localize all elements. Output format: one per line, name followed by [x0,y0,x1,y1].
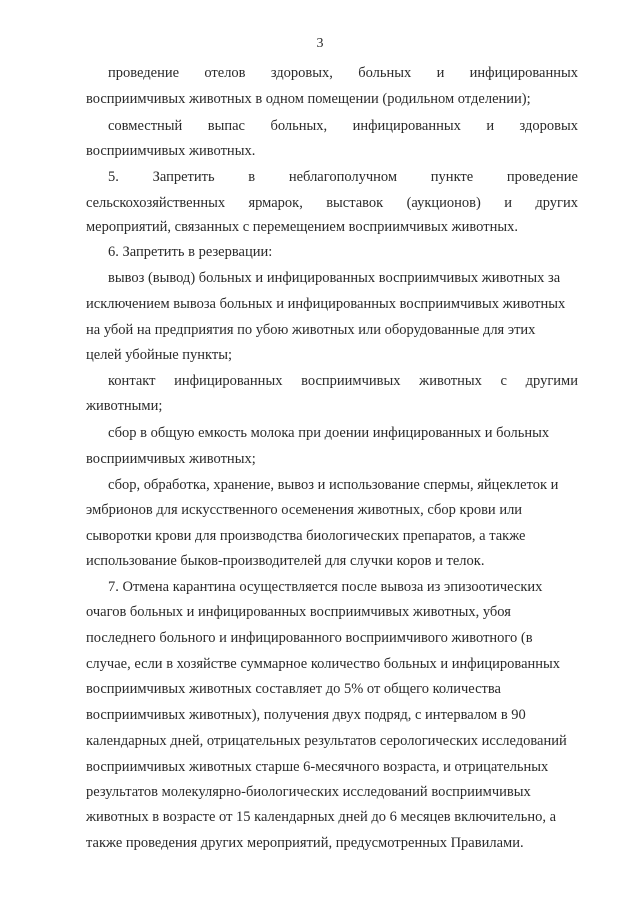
text-line [86,194,578,212]
text-run: восприимчивых животных; [86,451,256,467]
text-run: восприимчивых животных в одном помещении (родильном отделении); [86,91,531,107]
text-line [86,808,556,826]
text-run: целей убойные пункты; [86,347,232,363]
text-run: выпас [207,118,245,134]
text-run: восприимчивых животных составляет до 5% от общего количества [86,681,501,697]
text-line [108,424,549,442]
text-line [86,527,525,545]
text-run: последнего больного и инфицированного восприимчивого животного (в [86,630,533,646]
text-run: сельскохозяйственных [86,195,226,211]
text-line [86,321,535,339]
text-run: животных [419,373,482,389]
text-run: случае, если в хозяйстве суммарное количество больных и инфицированных [86,656,561,672]
text-line [86,834,524,852]
text-line [86,218,518,236]
text-run: животными; [86,398,163,414]
text-run: 7. Отмена карантина осуществляется после вывоза из эпизоотических [108,579,543,595]
text-run: в [248,169,256,185]
text-run: 6. Запретить в резервации: [108,244,273,260]
text-line [86,680,501,698]
text-run: других [535,195,578,211]
text-run: календарных дней, отрицательных результатов серологических исследований [86,733,567,749]
text-line [108,578,542,596]
text-line [86,629,533,647]
text-run: и [436,65,445,81]
text-run: использование быков-производителей для случки коров и телок. [86,553,485,569]
text-line [108,243,272,261]
text-run: исключением вывоза больных и инфицированных восприимчивых животных [86,296,566,312]
text-run: пункте [430,169,474,185]
text-line [86,603,511,621]
text-run: и [504,195,512,211]
text-run: эмбрионов для искусственного осеменения животных, сбор крови или [86,502,523,518]
text-run: ярмарок, [248,195,303,211]
text-run: с [500,373,507,389]
text-run: больных [358,65,412,81]
text-line [108,64,578,82]
text-line [108,372,578,390]
text-run: на убой на предприятия по убою животных или оборудованные для этих [86,322,536,338]
text-line [86,90,531,108]
text-line [86,450,256,468]
text-line [108,117,578,135]
text-run: здоровых [519,118,578,134]
text-run: отелов [204,65,246,81]
text-line [108,476,558,494]
text-line [86,655,560,673]
text-run: инфицированных [174,373,283,389]
text-run: и [486,118,495,134]
text-line [86,346,232,364]
text-line [108,168,578,186]
text-run: Запретить [152,169,215,185]
text-run: инфицированных [469,65,578,81]
text-run: сбор, обработка, хранение, вывоз и использование спермы, яйцеклеток и [108,477,559,493]
text-run: контакт [108,373,156,389]
text-run: другими [525,373,578,389]
text-run: результатов молекулярно-биологических исследований восприимчивых [86,784,531,800]
text-run: восприимчивых животных старше 6-месячного возраста, и отрицательных [86,759,549,775]
text-run: больных, [270,118,328,134]
text-run: мероприятий, связанных с перемещением восприимчивых животных. [86,219,518,235]
page-number: 3 [316,36,324,51]
text-run: также проведения других мероприятий, предусмотренных Правилами. [86,835,524,851]
text-run: сыворотки крови для производства биологических препаратов, а также [86,528,526,544]
text-line [86,783,531,801]
text-line [86,732,567,750]
text-run: проведение [506,169,578,185]
text-run: восприимчивых животных), получения двух подряд, с интервалом в 90 [86,707,526,723]
text-run: очагов больных и инфицированных восприимчивых животных, убоя [86,604,511,620]
text-run: неблагополучном [288,169,398,185]
text-run: (аукционов) [406,195,481,211]
text-run: проведение [108,65,180,81]
text-line [86,706,526,724]
text-line [86,501,522,519]
text-run: здоровых, [270,65,333,81]
text-run: инфицированных [352,118,461,134]
text-line [108,269,560,287]
text-run: выставок [326,195,384,211]
text-line [86,295,565,313]
text-line [86,552,484,570]
text-run: совместный [108,118,183,134]
text-line [86,397,162,415]
text-run: восприимчивых [301,373,401,389]
text-line [86,758,548,776]
text-run: 5. [108,169,119,185]
text-run: вывоз (вывод) больных и инфицированных восприимчивых животных за [108,270,561,286]
text-line [86,142,255,160]
text-run: восприимчивых животных. [86,143,256,159]
text-run: сбор в общую емкость молока при доении инфицированных и больных [108,425,550,441]
text-run: животных в возрасте от 15 календарных дней до 6 месяцев включительно, а [86,809,557,825]
